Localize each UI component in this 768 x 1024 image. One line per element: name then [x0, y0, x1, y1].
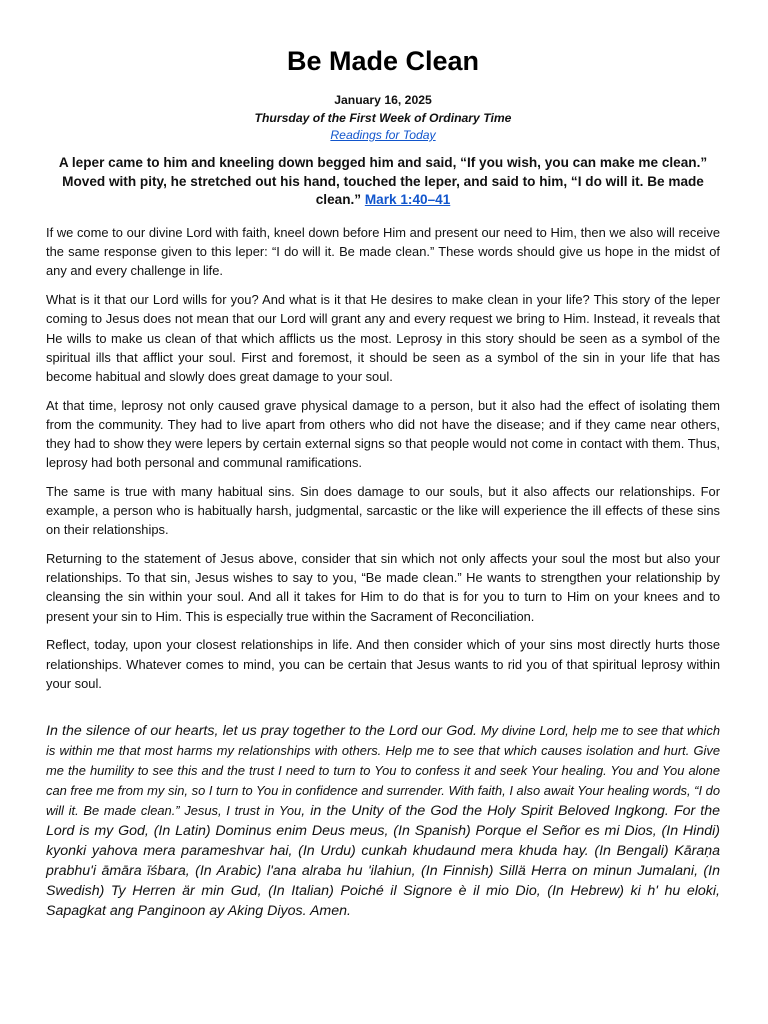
paragraph: What is it that our Lord wills for you? And what is it that He desires to make clean in your life? This story of the leper coming to Jesus does not mean that our Lord will grant any and every request we bring to Him. Instead, it reveals that He wills to make us clean of that which afflicts us the most. Leprosy in this story should be seen as a symbol of the spiritual ills that afflict your soul. First and foremost, it should be seen as a symbol of the sin in your life that has become habitual and slowly does great damage to your soul. — [46, 292, 720, 384]
paragraph: Reflect, today, upon your closest relationships in life. And then consider which of your sins most directly hurts those relationships. Whatever comes to mind, you can be certain that Jesus wants to rid you of that spiritual leprosy within your soul. — [46, 637, 720, 691]
paragraph: If we come to our divine Lord with faith, kneel down before Him and present our need to Him, then we also will receive the same response given to this leper: “I do will it. Be made clean.” These words should give us hope in the midst of any and every challenge in life. — [46, 225, 720, 279]
scripture-quote — [46, 154, 720, 210]
prayer-closing: , in the Unity of the God the Holy Spirit Beloved Ingkong. For the Lord is my God, (In Latin) Dominus enim Deus meus, (In Spanish) Porque el Señor es mi Dios, (In Hindi) kyonki yahova mera parameshvar hai, (In Urdu) cunkah khudaund mera khuda hay. (In Bengali) Kāraṇa prabhu'i āmāra īśbara, (In Arabic) l'ana alraba hu 'ilahiun, (In Finnish) Sillä Herra on minun Jumalani, (In Swedish) Ty Herren är min Gud, (In Italian) Poiché il Signore è il mio Dio, (In Hebrew) ki h' hu eloki, Sapagkat ang Panginoon ay Aking Diyos. Amen. — [46, 803, 721, 919]
article-meta — [46, 92, 720, 145]
prayer-intro: In the silence of our hearts, let us pray together to the Lord our God. — [46, 723, 477, 739]
readings-link[interactable]: Readings for Today — [330, 128, 436, 142]
prayer-body: My divine Lord, help me to see that which is within me that most harms my relationships with others. Help me to see that which causes isolation and hurt. Give me the humility to see this and the trust I need to turn to You to confess it and seek Your healing. You and You alone can free me from my sin, so I turn to You in confidence and surrender. With faith, I also await Your healing words, “I do will it. Be made clean.” Jesus, I trust in You — [46, 723, 720, 818]
prayer — [46, 721, 720, 921]
scripture-reference-link[interactable]: Mark 1:40–41 — [364, 192, 451, 208]
paragraph: The same is true with many habitual sins. Sin does damage to our souls, but it also affects our relationships. For example, a person who is habitually harsh, judgmental, sarcastic or the like will experience the ill effects of these sins on their relationships. — [46, 483, 720, 538]
quote-text: A leper came to him and kneeling down begged him and said, “If you wish, you can make me clean.” Moved with pity, he stretched out his hand, touched the leper, and said to him, “I do will it. Be made clean.” — [58, 155, 708, 208]
liturgical-day: Thursday of the First Week of Ordinary Time — [254, 110, 512, 125]
reflection-body — [46, 223, 720, 702]
page-title: Be Made Clean — [286, 46, 480, 76]
date: January 16, 2025 — [334, 93, 432, 107]
paragraph: Returning to the statement of Jesus above, consider that sin which not only affects your soul the most but also your relationships. To that sin, Jesus wishes to say to you, “Be made clean.” He wants to strengthen your relationship by cleansing the sin within your soul. And all it takes for Him to do that is for you to turn to Him on your knees and to present your sin to Him. This is especially true within the Sacrament of Reconciliation. — [46, 551, 720, 624]
paragraph: At that time, leprosy not only caused grave physical damage to a person, but it also had the effect of isolating them from the community. They had to live apart from others who did not have the disease; and if they came near others, they had to show they were lepers by certain external signs so that people would not come in contact with them. Thus, leprosy had both personal and communal ramifications. — [46, 397, 720, 471]
